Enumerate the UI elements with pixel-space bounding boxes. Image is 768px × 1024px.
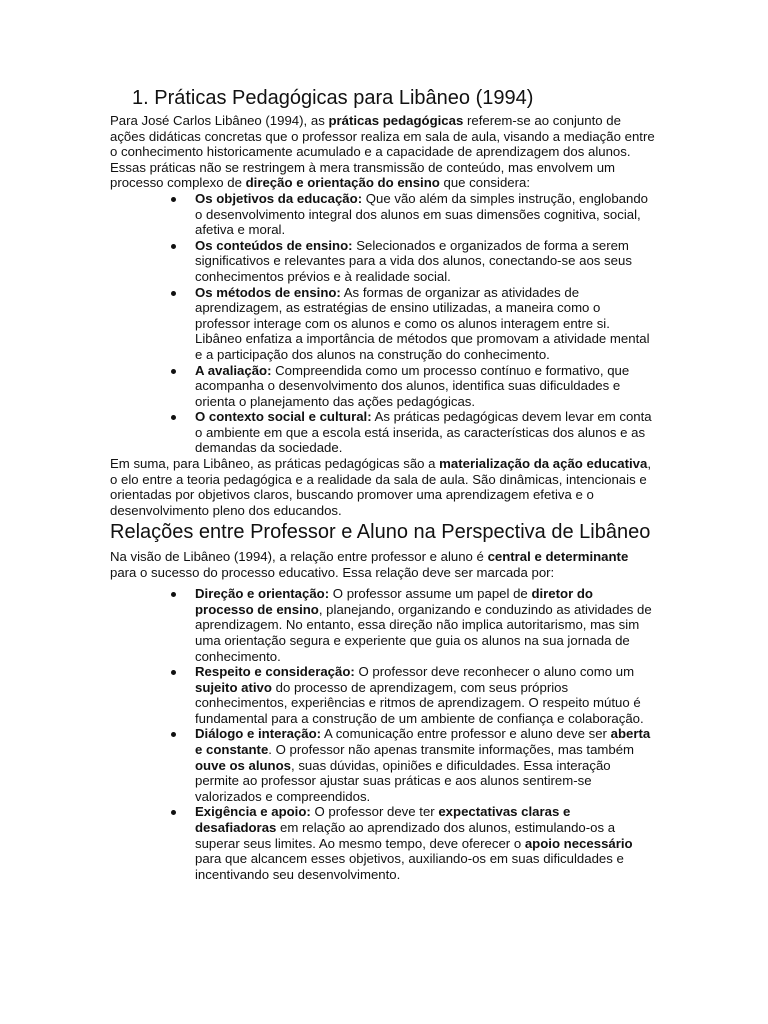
item-label: O contexto social e cultural: bbox=[195, 409, 372, 425]
item-text: . O professor não apenas transmite informações, mas também bbox=[268, 742, 635, 758]
item-text: O professor assume um papel de bbox=[329, 586, 532, 602]
intro-bold-1: práticas pedagógicas bbox=[328, 113, 464, 128]
section-1-intro bbox=[110, 113, 655, 191]
section-1-summary bbox=[110, 456, 655, 518]
item-emphasis: expectativas claras e desafiadoras bbox=[195, 804, 571, 836]
list-item bbox=[195, 586, 655, 664]
item-emphasis: diretor do processo de ensino bbox=[195, 586, 593, 617]
list-item bbox=[195, 664, 655, 726]
summary-text-1: Em suma, para Libâneo, as práticas pedagógicas são a bbox=[110, 456, 440, 472]
section-2-title: Relações entre Professor e Aluno na Perspectiva de Libâneo bbox=[110, 521, 651, 544]
item-label: Respeito e consideração: bbox=[195, 664, 355, 680]
bullet-icon bbox=[171, 810, 176, 815]
section-2-intro bbox=[110, 549, 655, 580]
summary-text-2: , o elo entre a teoria pedagógica e a realidade da sala de aula. São dinâmicas, intencionais e orientadas por objetivos claros, buscando promover uma aprendizagem efetiva e o desenvolvimento pleno dos educandos. bbox=[110, 456, 652, 518]
item-label: Direção e orientação: bbox=[195, 586, 330, 602]
list-item bbox=[195, 191, 655, 238]
item-text: para que alcancem esses objetivos, auxiliando-os em suas dificuldades e incentivando seu desenvolvimento. bbox=[195, 851, 624, 882]
list-item bbox=[195, 238, 655, 285]
document-content bbox=[110, 86, 655, 882]
item-emphasis: aberta e constante bbox=[195, 726, 651, 758]
item-text: do processo de aprendizagem, com seus próprios conhecimentos, experiências e ritmos de aprendizagem. O respeito mútuo é fundamental para a construção de um ambiente de confiança e colaboração. bbox=[195, 679, 644, 726]
item-emphasis: sujeito ativo bbox=[195, 679, 272, 695]
item-text: A comunicação entre professor e aluno deve ser bbox=[321, 726, 611, 742]
bullet-icon bbox=[171, 732, 176, 737]
intro-text-1: Para José Carlos Libâneo (1994), as bbox=[110, 113, 329, 128]
item-label: Os objetivos da educação: bbox=[195, 190, 363, 206]
item-text: As formas de organizar as atividades de aprendizagem, as estratégias de ensino utilizadas, a maneira como o professor interage com os alunos e como os alunos interagem entre si. Libâneo enfatiza a importância de métodos que promovam a atividade mental e a participação dos alunos na construção do conhecimento. bbox=[195, 284, 650, 362]
item-label: Os conteúdos de ensino: bbox=[195, 237, 353, 253]
bullet-icon bbox=[171, 197, 176, 202]
intro-bold-1: central e determinante bbox=[487, 548, 629, 564]
bullet-icon bbox=[171, 670, 176, 675]
item-label: Exigência e apoio: bbox=[195, 804, 311, 820]
item-text: Que vão além da simples instrução, englobando o desenvolvimento integral dos alunos em suas dimensões cognitiva, social, afetiva e moral. bbox=[195, 190, 648, 238]
intro-text-2: referem-se ao conjunto de ações didáticas concretas que o professor realiza em sala de aula, visando a mediação entre o conhecimento historicamente acumulado e a capacidade de aprendizagem dos alunos. Essas práticas não se restringem à mera transmissão de conteúdo, mas envolvem um processo complexo de bbox=[110, 113, 655, 191]
list-item bbox=[195, 804, 655, 882]
item-emphasis: apoio necessário bbox=[524, 835, 633, 851]
item-text: , suas dúvidas, opiniões e dificuldades. Essa interação permite ao professor ajustar suas práticas e aos alunos sentirem-se valorizados e compreendidos. bbox=[195, 757, 611, 804]
item-text: O professor deve ter bbox=[310, 804, 439, 820]
item-emphasis: ouve os alunos bbox=[195, 757, 291, 773]
bullet-icon bbox=[171, 291, 176, 296]
section-1-title: 1. Práticas Pedagógicas para Libâneo (1994) bbox=[132, 87, 534, 109]
list-item bbox=[195, 363, 655, 410]
section-1-list bbox=[110, 191, 655, 456]
item-text: , planejando, organizando e conduzindo as atividades de aprendizagem. No entanto, essa direção não implica autoritarismo, mas sim uma orientação segura e experiente que guia os alunos na sua jornada de conhecimento. bbox=[195, 601, 652, 664]
list-item bbox=[195, 285, 655, 363]
intro-bold-2: direção e orientação do ensino bbox=[245, 175, 440, 191]
item-text: As práticas pedagógicas devem levar em conta o ambiente em que a escola está inserida, as características dos alunos e as demandas da sociedade. bbox=[195, 409, 652, 456]
bullet-icon bbox=[171, 415, 176, 420]
bullet-icon bbox=[171, 244, 176, 249]
section-2-list bbox=[110, 586, 655, 882]
intro-text-2: para o sucesso do processo educativo. Essa relação deve ser marcada por: bbox=[110, 564, 555, 580]
item-text: em relação ao aprendizado dos alunos, estimulando-os a superar seus limites. Ao mesmo tempo, deve oferecer o bbox=[195, 820, 616, 851]
item-label: Os métodos de ensino: bbox=[195, 284, 341, 300]
item-text: Selecionados e organizados de forma a serem significativos e relevantes para a vida dos alunos, conectando-se aos seus conhecimentos prévios e à realidade social. bbox=[195, 237, 632, 284]
list-item bbox=[195, 726, 655, 804]
item-text: Compreendida como um processo contínuo e formativo, que acompanha o desenvolvimento dos alunos, identifica suas dificuldades e orienta o planejamento das ações pedagógicas. bbox=[195, 362, 630, 409]
intro-text-3: que considera: bbox=[439, 175, 531, 191]
list-item bbox=[195, 409, 655, 456]
item-text: O professor deve reconhecer o aluno como um bbox=[354, 664, 635, 680]
bullet-icon bbox=[171, 369, 176, 374]
item-label: A avaliação: bbox=[195, 362, 272, 378]
summary-bold-1: materialização da ação educativa bbox=[439, 456, 648, 472]
item-label: Diálogo e interação: bbox=[195, 726, 322, 742]
intro-text-1: Na visão de Libâneo (1994), a relação entre professor e aluno é bbox=[110, 548, 488, 564]
bullet-icon bbox=[171, 592, 176, 597]
